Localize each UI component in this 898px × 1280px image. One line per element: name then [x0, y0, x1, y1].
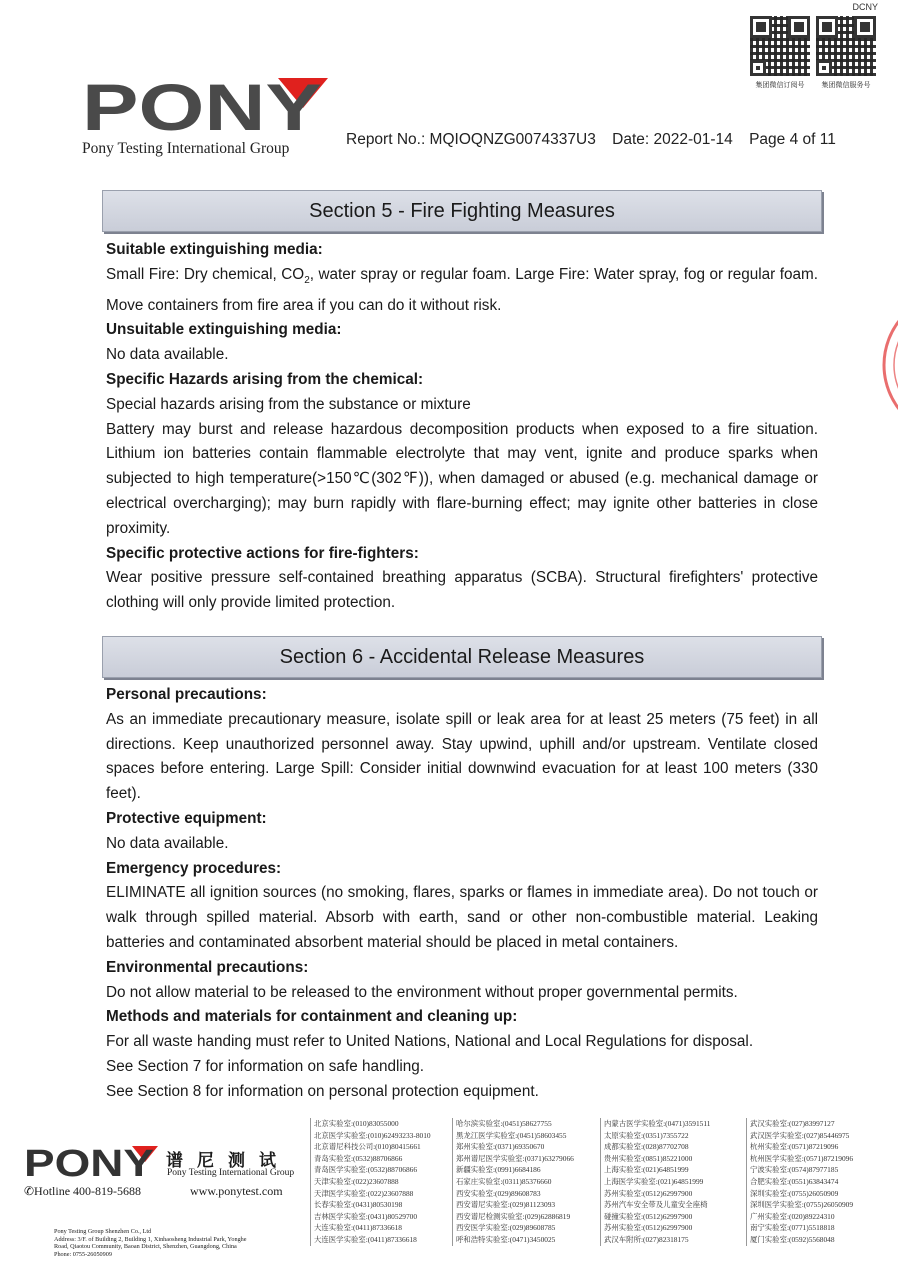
footer-hotline: ✆Hotline 400-819-5688 [24, 1184, 142, 1198]
footer-company-address [54, 1228, 304, 1258]
lab-entry: 上海实验室:(021)64851999 [604, 1165, 689, 1175]
personal-precautions-text: As an immediate precautionary measure, isolate spill or leak area for at least 25 meters (75 feet) in all directions. Keep unauthorized personnel away. Stay upwind, uphill and/or upstream. Ventilate closed spaces before entering. Large Spill: Consider initial downwind evacuation for at least 100 meters (330 feet). [106, 710, 818, 803]
company-line: Address: 3/F. of Building 2, Building 1, Xinhaosheng Industrial Park, Yonghe [54, 1235, 247, 1243]
containment-methods-text: See Section 7 for information on safe handling. [106, 1057, 425, 1075]
protective-equipment-heading: Protective equipment: [106, 809, 267, 827]
lab-column [746, 1118, 878, 1246]
lab-entry: 杭州实验室:(0571)87219096 [750, 1142, 839, 1152]
lab-entry: 贵州实验室:(0851)85221000 [604, 1153, 693, 1163]
lab-entry: 天津医学实验室:(022)23607888 [314, 1188, 414, 1198]
qr-code-icon [750, 16, 810, 76]
lab-entry: 苏州实验室:(0512)62997900 [604, 1188, 693, 1198]
lab-entry: 吉林医学实验室:(0431)80529700 [314, 1211, 418, 1221]
unsuitable-media-text: No data available. [106, 346, 229, 364]
emergency-procedures-heading: Emergency procedures: [106, 859, 282, 877]
lab-entry: 成都实验室:(028)87702708 [604, 1142, 689, 1152]
lab-entry: 西安实验室:(029)89608783 [456, 1188, 541, 1198]
lab-entry: 武汉医学实验室:(027)85446975 [750, 1130, 850, 1140]
unsuitable-media-heading: Unsuitable extinguishing media: [106, 321, 342, 339]
page-number: Page 4 of 11 [749, 131, 836, 148]
lab-entry: 上海医学实验室:(021)64851999 [604, 1176, 704, 1186]
lab-entry: 太原实验室:(0351)7355722 [604, 1130, 689, 1140]
corner-code: DCNY [852, 2, 878, 12]
lab-entry: 呼和浩特实验室:(0471)3450025 [456, 1234, 556, 1244]
lab-entry: 武汉实验室:(027)83997127 [750, 1119, 835, 1128]
lab-entry: 大连医学实验室:(0411)87336618 [314, 1234, 417, 1244]
lab-entry: 青岛医学实验室:(0532)88706866 [314, 1165, 418, 1175]
company-line: Pony Testing Group Shenzhen Co., Ltd [54, 1228, 152, 1235]
lab-entry: 碰撞实验室:(0512)62997900 [604, 1211, 693, 1221]
section-5-content [106, 238, 818, 616]
containment-methods-heading: Methods and materials for containment and cleaning up: [106, 1008, 518, 1026]
lab-entry: 南宁实验室:(0771)5518818 [750, 1223, 835, 1233]
specific-hazards-heading: Specific Hazards arising from the chemical: [106, 371, 424, 389]
report-date: Date: 2022-01-14 [612, 131, 733, 148]
logo-subtitle: Pony Testing International Group [82, 140, 290, 157]
company-line: Phone: 0755-26050909 [54, 1250, 112, 1258]
environmental-precautions-text: Do not allow material to be released to the environment without proper governmental permits. [106, 983, 738, 1001]
footer-pony-logo [24, 1146, 158, 1178]
lab-entry: 内蒙古医学实验室:(0471)3591511 [604, 1119, 711, 1128]
lab-entry: 西安医学实验室:(029)89608785 [456, 1223, 556, 1233]
lab-entry: 杭州医学实验室:(0571)87219096 [750, 1153, 854, 1163]
protective-actions-heading: Specific protective actions for fire-fighters: [106, 544, 419, 562]
lab-entry: 郑州谱尼医学实验室:(0371)63279066 [456, 1153, 574, 1163]
lab-entry: 北京实验室:(010)83055000 [314, 1119, 399, 1128]
section-6-banner: Section 6 - Accidental Release Measures [102, 636, 822, 678]
lab-entry: 深圳实验室:(0755)26050909 [750, 1188, 839, 1198]
lab-entry: 深圳医学实验室:(0755)26050909 [750, 1200, 854, 1210]
specific-hazards-text: Special hazards arising from the substance or mixture [106, 395, 471, 413]
lab-column [452, 1118, 600, 1246]
lab-entry: 广州实验室:(020)89224310 [750, 1211, 835, 1221]
lab-column [310, 1118, 452, 1246]
lab-entry: 西安谱尼实验室:(029)81123093 [456, 1200, 556, 1210]
emergency-procedures-text: ELIMINATE all ignition sources (no smoking, flares, sparks or flames in immediate area). Do not touch or walk through spilled material. Absorb with earth, sand or other non-combustible material. Leaking batteries and contaminated absorbent material should be placed in metal containers. [106, 884, 818, 951]
lab-entry: 天津实验室:(022)23607888 [314, 1176, 399, 1186]
lab-entry: 厦门实验室:(0592)5568048 [750, 1234, 835, 1244]
lab-entry: 北京医学实验室:(010)62493233-8010 [314, 1130, 431, 1140]
lab-entry: 宁波实验室:(0574)87977185 [750, 1165, 839, 1175]
footer-lab-directory [310, 1118, 878, 1246]
protective-equipment-text: No data available. [106, 834, 229, 852]
red-seal-stamp [876, 290, 898, 440]
qr-code-service [814, 16, 878, 90]
suitable-media-text: Small Fire: Dry chemical, $CO_2$, water spray or regular foam. Large Fire: Water spray, fog or regular foam. Move containers from fire area if you can do it without risk. [106, 265, 818, 314]
environmental-precautions-heading: Environmental precautions: [106, 958, 309, 976]
section-5-banner: Section 5 - Fire Fighting Measures [102, 190, 822, 232]
qr-code-icon [816, 16, 876, 76]
containment-methods-text: For all waste handing must refer to United Nations, National and Local Regulations for disposal. [106, 1033, 754, 1051]
logo-text: PONY [82, 78, 322, 132]
lab-column [600, 1118, 746, 1246]
qr-code-subscription [748, 16, 812, 90]
company-line: Road, Qiaotou Community, Baoan District, Shenzhen, Guangdong, China [54, 1243, 237, 1251]
footer-website[interactable]: www.ponytest.com [190, 1184, 283, 1198]
lab-entry: 大连实验室:(0411)87336618 [314, 1223, 402, 1233]
lab-entry: 石家庄实验室:(0311)85376660 [456, 1176, 552, 1186]
qr-caption: 集团微信订阅号 [755, 82, 805, 89]
lab-entry: 黑龙江医学实验室:(0451)58603455 [456, 1130, 567, 1140]
lab-entry: 哈尔滨实验室:(0451)58627755 [456, 1119, 552, 1128]
lab-entry: 新疆实验室:(0991)6684186 [456, 1165, 541, 1175]
lab-entry: 郑州实验室:(0371)69350670 [456, 1142, 545, 1152]
footer-english-name: Pony Testing International Group [167, 1168, 295, 1178]
footer-logo-text: PONY [24, 1146, 154, 1178]
report-header-line [346, 131, 848, 149]
report-number: Report No.: MQIOQNZG0074337U3 [346, 131, 596, 148]
battery-hazard-text: Battery may burst and release hazardous decomposition products when exposed to a fire situation. Lithium ion batteries contain flammable electrolyte that may vent, ignite and produce sparks when subjected to high temperature(>150℃(302℉)), when damaged or abused (e.g. mechanical damage or electrical overcharging); may burn rapidly with flare-burning effect; may ignite other batteries in close proximity. [106, 420, 818, 537]
lab-entry: 武汉车附所:(027)82318175 [604, 1234, 689, 1244]
lab-entry: 青岛实验室:(0532)88706866 [314, 1153, 403, 1163]
footer-chinese-name: 谱尼测试 [166, 1151, 290, 1170]
lab-entry: 北京谱尼科技公司:(010)80415661 [314, 1142, 421, 1152]
suitable-media-heading: Suitable extinguishing media: [106, 241, 323, 258]
qr-caption: 集团微信服务号 [821, 82, 871, 89]
lab-entry: 长春实验室:(0431)80530198 [314, 1200, 403, 1210]
pony-logo [82, 78, 328, 132]
lab-entry: 苏州汽车安全带及儿童安全座椅 [604, 1200, 708, 1210]
lab-entry: 合肥实验室:(0551)63843474 [750, 1176, 839, 1186]
containment-methods-text: See Section 8 for information on personal protection equipment. [106, 1082, 539, 1100]
lab-entry: 西安谱尼检测实验室:(029)62886819 [456, 1211, 571, 1221]
section-6-content [106, 683, 818, 1105]
personal-precautions-heading: Personal precautions: [106, 686, 267, 703]
lab-entry: 苏州实验室:(0512)62997900 [604, 1223, 693, 1233]
protective-actions-text: Wear positive pressure self-contained breathing apparatus (SCBA). Structural firefighters' protective clothing will only provide limited protection. [106, 569, 818, 612]
